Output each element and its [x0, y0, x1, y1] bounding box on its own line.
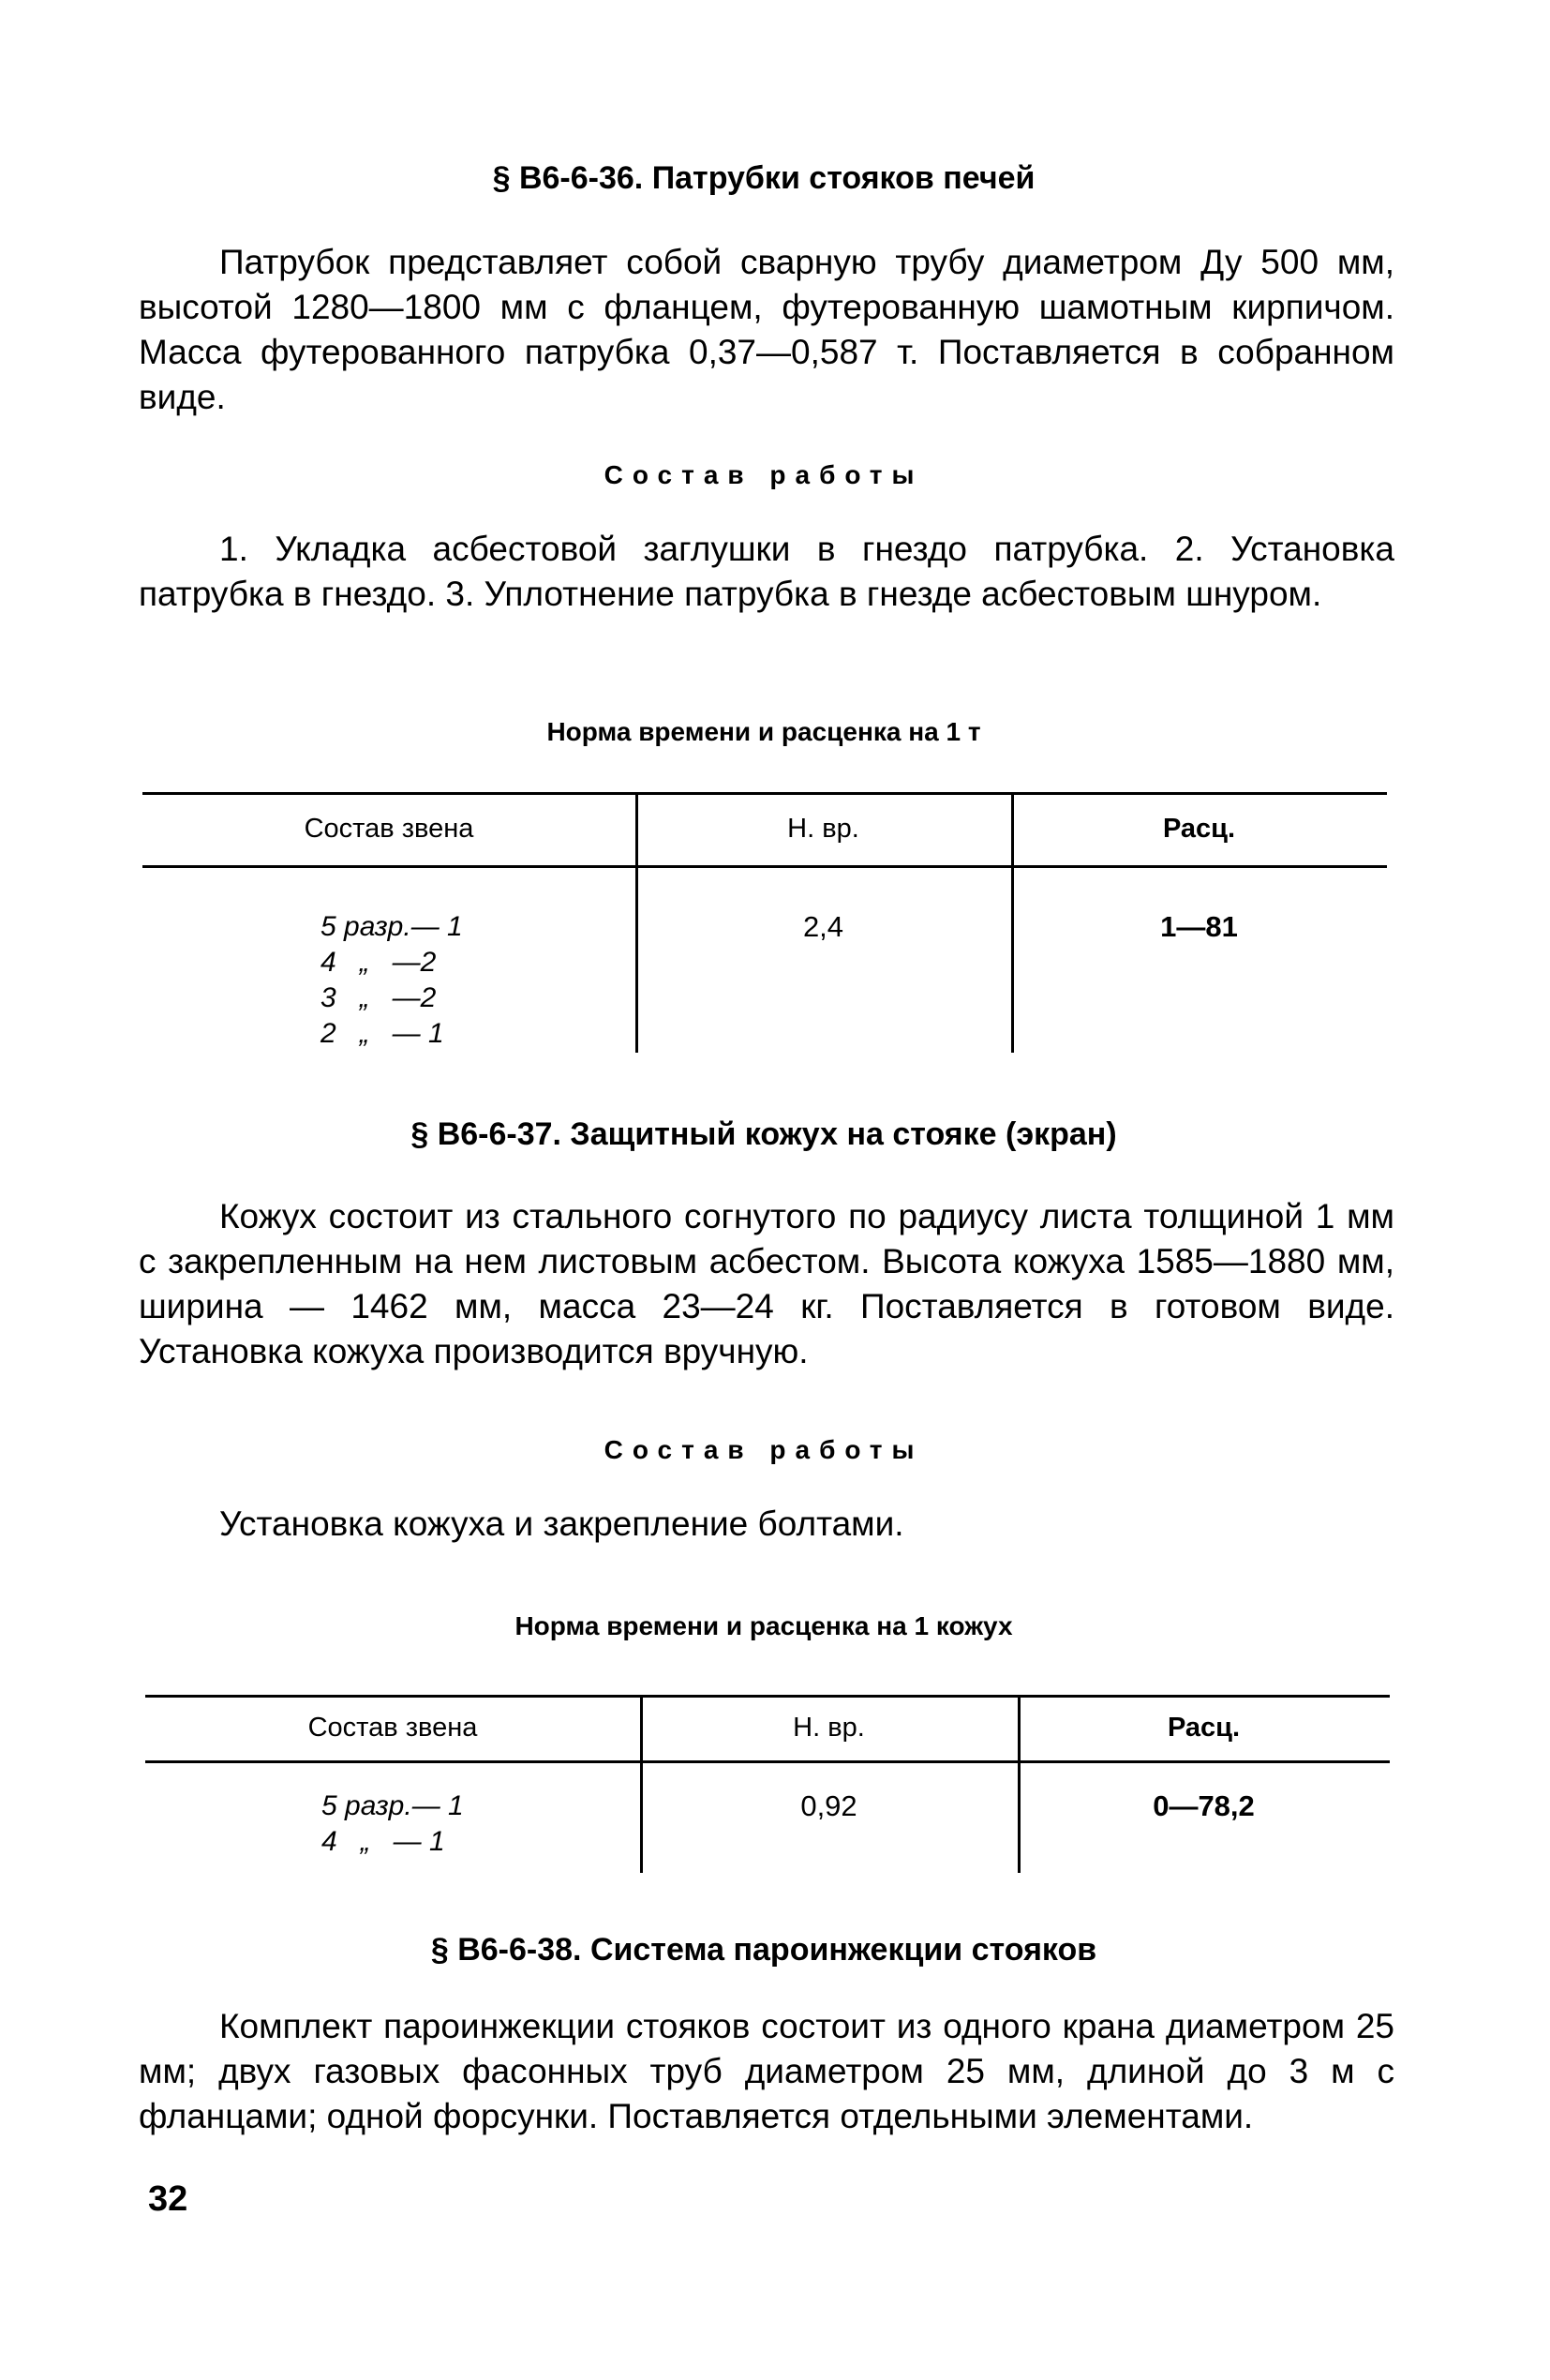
- work-text: Установка кожуха и закрепление болтами.: [219, 1504, 904, 1543]
- norm-caption: Норма времени и расценка на 1 кожух: [514, 1611, 1013, 1640]
- crew-composition: [320, 909, 463, 1052]
- crew-row: 4 „ —2: [320, 947, 437, 978]
- section-description: Патрубок представляет собой сварную трубу диаметром Ду 500 мм, высотой 1280—1800 мм с фланцем, футерованную шамотным кирпичом. Масса футерованного патрубка 0,37—0,587 т. Поставляется в собранном виде.: [139, 243, 1394, 416]
- section-description: Комплект пароинжекции стояков состоит из одного крана диаметром 25 мм; двух газовых фасонных труб диаметром 25 мм, длиной до 3 м с фланцами; одной форсунки. Поставляется отдельными элементами.: [139, 2007, 1394, 2135]
- section-description: Кожух состоит из стального согнутого по радиусу листа толщиной 1 мм с закрепленным на нем листовым асбестом. Высота кожуха 1585—1880 мм, ширина — 1462 мм, масса 23—24 кг. Поставляется в готовом виде. Установка кожуха производится вручную.: [139, 1197, 1394, 1370]
- table-header-rule: [142, 865, 1387, 868]
- norm-table: [145, 1695, 1390, 1875]
- crew-composition: [321, 1789, 464, 1860]
- table-top-rule: [142, 792, 1387, 795]
- work-text: 1. Укладка асбестовой заглушки в гнездо патрубка. 2. Установка патрубка в гнездо. 3. Уплотнение патрубка в гнезде асбестовым шнуром.: [139, 530, 1394, 613]
- rate-value: 0—78,2: [1153, 1789, 1255, 1822]
- header-crew: Состав звена: [307, 1713, 478, 1743]
- section-title: § В6-6-38. Система пароинжекции стояков: [430, 1932, 1097, 1968]
- header-rate: Расц.: [1167, 1713, 1241, 1743]
- page-number: 32: [148, 2179, 188, 2219]
- crew-row: 4 „ — 1: [321, 1826, 445, 1857]
- work-heading: Состав работы: [604, 460, 924, 489]
- section-title: § В6-6-37. Защитный кожух на стояке (экран): [410, 1116, 1117, 1152]
- header-time-norm: Н. вр.: [793, 1713, 865, 1743]
- section-title: § В6-6-36. Патрубки стояков печей: [492, 160, 1036, 196]
- work-heading: Состав работы: [604, 1435, 924, 1464]
- time-norm-value: 0,92: [800, 1789, 857, 1822]
- header-rate: Расц.: [1162, 814, 1236, 844]
- header-crew: Состав звена: [304, 814, 474, 844]
- table-header-rule: [145, 1760, 1390, 1763]
- rate-value: 1—81: [1160, 910, 1238, 943]
- crew-row: 5 разр.— 1: [321, 1790, 464, 1821]
- crew-row: 5 разр.— 1: [320, 911, 463, 942]
- norm-caption: Норма времени и расценка на 1 т: [546, 717, 981, 746]
- norm-table: [142, 792, 1387, 1055]
- time-norm-value: 2,4: [802, 910, 844, 943]
- crew-row: 3 „ —2: [320, 982, 437, 1013]
- crew-row: 2 „ — 1: [320, 1018, 444, 1049]
- header-time-norm: Н. вр.: [787, 814, 859, 844]
- table-top-rule: [145, 1695, 1390, 1698]
